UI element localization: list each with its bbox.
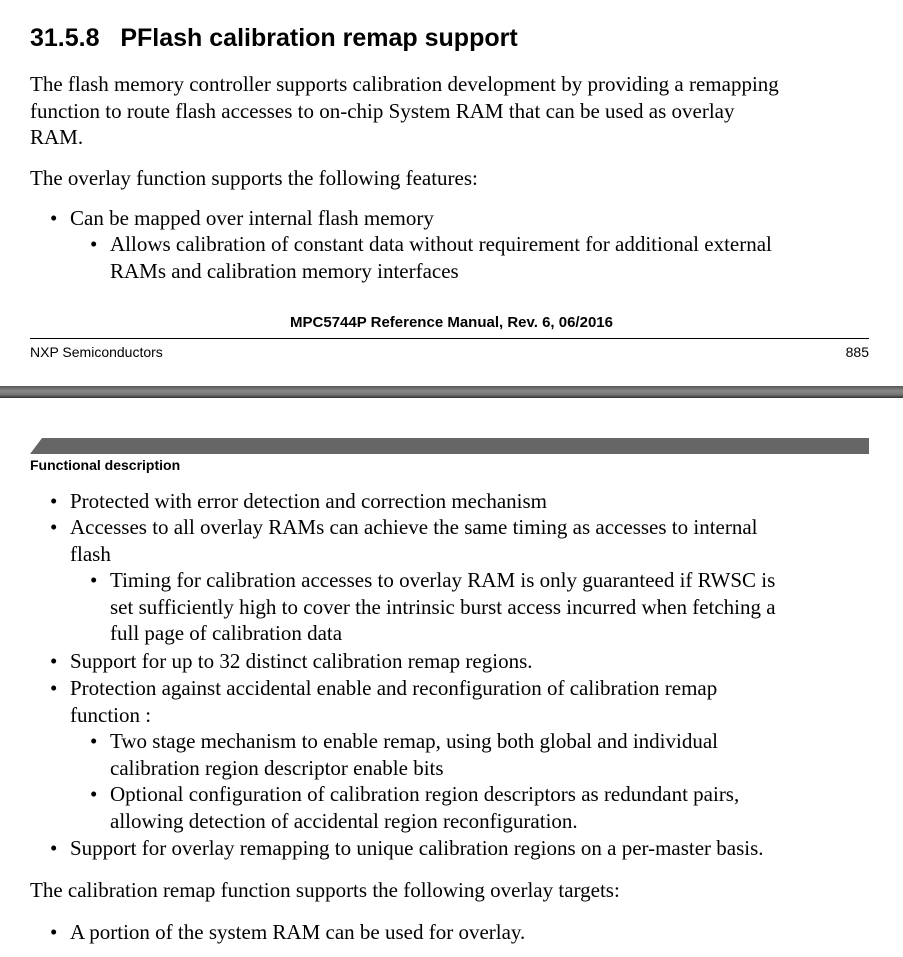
section-heading: 31.5.8 PFlash calibration remap support [30,24,518,52]
page-number: 885 [845,344,869,360]
bullet-icon: • [90,729,98,753]
list-item-text: Accesses to all overlay RAMs can achieve the same timing as accesses to internal [70,515,758,539]
footer-rule [30,338,869,339]
bullet-icon: • [50,836,58,860]
overlay-targets-intro: The calibration remap function supports the following overlay targets: [30,878,620,902]
list-item-text: function : [70,702,152,727]
bullet-icon: • [90,232,98,256]
list-item-text: Protection against accidental enable and reconfiguration of calibration remap [70,676,718,700]
list-item-text: Support for overlay remapping to unique calibration regions on a per-master basis. [70,836,764,860]
list-item-text: Timing for calibration accesses to overlay RAM is only guaranteed if RWSC is [110,568,776,592]
bullet-icon: • [50,676,58,700]
bullet-icon: • [90,568,98,592]
running-header: Functional description [30,457,181,473]
list-item-text: full page of calibration data [110,621,343,645]
list-item-text: Can be mapped over internal flash memory [70,206,434,230]
bullet-icon: • [50,489,58,513]
bullet-icon: • [50,920,58,944]
bullet-icon: • [50,649,58,673]
bullet-icon: • [50,206,58,230]
list-item-text: Support for up to 32 distinct calibration remap regions. [70,649,533,673]
list-item-text: calibration region descriptor enable bits [110,755,444,780]
list-item-text: A portion of the system RAM can be used for overlay. [70,920,526,944]
list-item-text: RAMs and calibration memory interfaces [110,258,459,283]
footer-title: MPC5744P Reference Manual, Rev. 6, 06/2016 [290,314,613,331]
bullet-icon: • [50,515,58,539]
bullet-icon: • [90,782,98,806]
list-item-text: Protected with error detection and correction mechanism [70,489,547,513]
list-item-text: Two stage mechanism to enable remap, using both global and individual [110,729,718,753]
list-item-text: set sufficiently high to cover the intrinsic burst access incurred when fetching a [110,594,776,619]
list-item-text: Allows calibration of constant data without requirement for additional external [110,232,772,256]
list-item-text: allowing detection of accidental region reconfiguration. [110,808,578,833]
running-header-bar [30,438,869,454]
footer-company: NXP Semiconductors [30,344,163,360]
list-item-text: flash [70,541,111,566]
intro-paragraph: The flash memory controller supports calibration development by providing a remapping function to route flash accesses to on-chip System RAM that can be used as overlay RAM. [30,72,779,149]
page-break-separator [0,386,903,398]
features-intro: The overlay function supports the following features: [30,166,478,190]
list-item-text: Optional configuration of calibration region descriptors as redundant pairs, [110,782,740,806]
